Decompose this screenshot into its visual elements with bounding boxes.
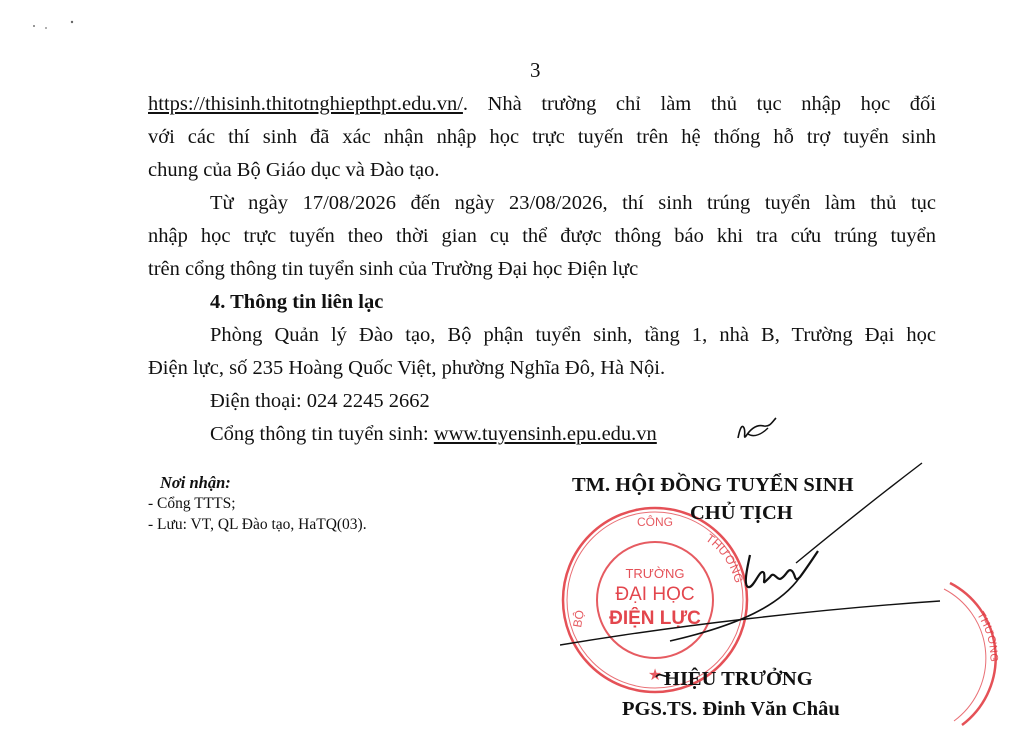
paragraph-line: Từ ngày 17/08/2026 đến ngày 23/08/2026, thí sinh trúng tuyển làm thủ tục [210, 192, 936, 214]
paragraph-line: với các thí sinh đã xác nhận nhập học trực tuyến trên hệ thống hỗ trợ tuyển sinh [148, 126, 936, 148]
seal-line-2: ĐẠI HỌC [615, 584, 695, 605]
seal-ring-top: CÔNG [637, 515, 673, 529]
paragraph-line: trên cổng thông tin tuyển sinh của Trường Đại học Điện lực [148, 258, 639, 280]
seal-ring-left: BỘ [570, 609, 587, 629]
recipients-title: Nơi nhận: [160, 473, 231, 492]
signature-role: HIỆU TRƯỞNG [664, 668, 813, 690]
partial-seal-ring: THƯƠNG [974, 609, 1000, 663]
paragraph-line: chung của Bộ Giáo dục và Đào tạo. [148, 159, 440, 181]
seal-line-1: TRƯỜNG [625, 566, 685, 581]
signature-chair: CHỦ TỊCH [690, 502, 793, 524]
paragraph-schedule [148, 187, 936, 286]
section-contact [148, 286, 936, 451]
seal-ring-right: THƯƠNG [703, 530, 747, 585]
handwritten-signature [560, 455, 960, 705]
phone-line: Điện thoại: 024 2245 2662 [210, 390, 430, 412]
recipients-block [148, 472, 367, 535]
paragraph-line: nhập học trực tuyến theo thời gian cụ thể được thông báo khi tra cứu trúng tuyển [148, 225, 936, 247]
paragraph-admission [148, 88, 936, 187]
recipient-item: - Cổng TTTS; [148, 495, 236, 512]
address-line: Phòng Quản lý Đào tạo, Bộ phận tuyển sinh, tầng 1, nhà B, Trường Đại học [210, 324, 936, 346]
page-number: 3 [530, 58, 541, 82]
portal-line [148, 418, 936, 451]
seal-line-3: ĐIỆN LỰC [609, 608, 701, 629]
address-line: Điện lực, số 235 Hoàng Quốc Việt, phường Nghĩa Đô, Hà Nội. [148, 357, 666, 379]
paragraph-line [148, 88, 936, 121]
admission-portal-link[interactable]: www.tuyensinh.epu.edu.vn [433, 423, 657, 445]
section-heading: 4. Thông tin liên lạc [210, 291, 384, 313]
signature-name: PGS.TS. Đinh Văn Châu [622, 698, 840, 720]
signature-council: TM. HỘI ĐỒNG TUYỂN SINH [572, 474, 854, 496]
portal-label: Cổng thông tin tuyển sinh: [210, 423, 434, 445]
initials-mark [734, 414, 780, 444]
recipient-item: - Lưu: VT, QL Đào tạo, HaTQ(03). [148, 516, 367, 533]
seal-star-icon: ★ [647, 667, 663, 684]
exam-portal-link[interactable]: https://thisinh.thitotnghiepthpt.edu.vn/ [148, 93, 463, 115]
paragraph-text: . Nhà trường chỉ làm thủ tục nhập học đối [462, 93, 936, 115]
scan-specks [30, 16, 90, 36]
